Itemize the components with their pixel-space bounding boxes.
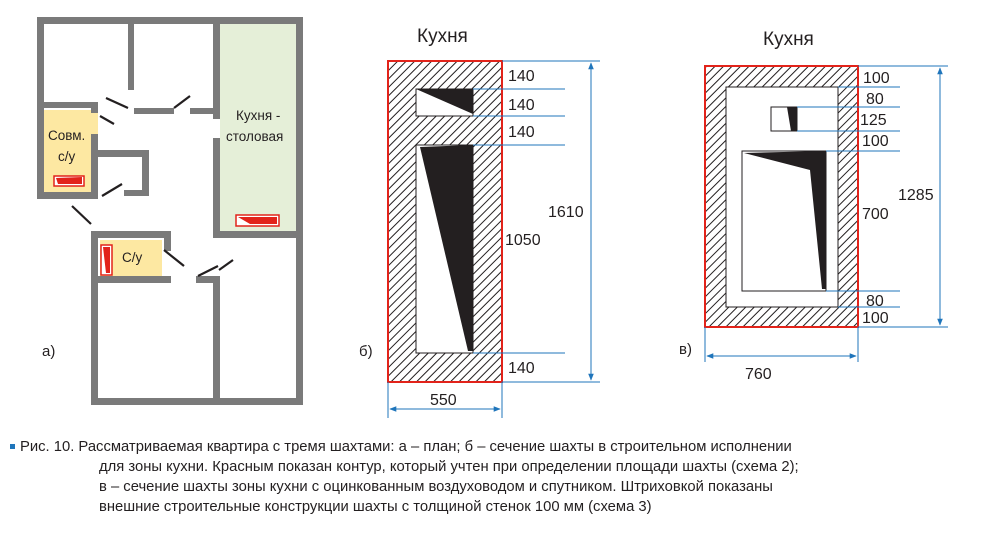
panel-label-a: а)	[42, 343, 56, 360]
caption-line-2: для зоны кухни. Красным показан контур, который учтен при определении площади шахты (схема 2);	[99, 459, 799, 475]
section-v-dim-main-duct: 700	[862, 206, 889, 223]
section-b-dim-main-channel: 1050	[505, 232, 541, 249]
section-b-dim-bottom-wall: 140	[508, 360, 535, 377]
section-b-dim-top-wall: 140	[508, 68, 535, 85]
panel-label-v: в)	[679, 341, 692, 358]
section-b-dim-partition: 140	[508, 124, 535, 141]
kitchen-label: Кухня -	[236, 108, 281, 123]
caption-line-3: в – сечение шахты зоны кухни с оцинкованным воздуховодом и спутником. Штриховкой показаны	[99, 479, 773, 495]
combined-bathroom-label: Совм.	[48, 128, 86, 143]
floor-plan	[37, 17, 303, 405]
section-v-dim-satellite: 125	[860, 112, 887, 129]
section-b-dim-total-height: 1610	[548, 204, 584, 221]
section-v	[679, 29, 948, 383]
section-v-dim-total-height: 1285	[898, 187, 934, 204]
panel-label-b: б)	[359, 343, 373, 360]
section-v-dim-gap-bottom: 80	[866, 293, 884, 310]
figure-caption	[10, 437, 990, 517]
section-v-dim-top-wall: 100	[863, 70, 890, 87]
caption-line-1	[10, 437, 990, 457]
caption-line-4: внешние строительные конструкции шахты с толщиной стенок 100 мм (схема 3)	[99, 499, 652, 515]
shaft-marker-bathroom	[101, 245, 112, 275]
kitchen-label-2: столовая	[226, 129, 284, 144]
shaft-marker-combined-bathroom	[54, 176, 84, 186]
shaft-marker-kitchen	[236, 215, 279, 226]
section-b-title: Кухня	[417, 26, 468, 47]
kitchen-dining-room	[220, 24, 296, 231]
section-v-dim-bottom-wall: 100	[862, 310, 889, 327]
section-b-dim-satellite: 140	[508, 97, 535, 114]
section-v-dim-gap-top: 80	[866, 91, 884, 108]
section-b-dim-width: 550	[430, 392, 457, 409]
section-v-title: Кухня	[763, 29, 814, 50]
caption-bullet-icon	[10, 444, 15, 449]
section-v-dim-width: 760	[745, 366, 772, 383]
combined-bathroom-label-2: с/у	[58, 149, 76, 164]
section-b	[359, 26, 600, 418]
bathroom-label: С/у	[122, 250, 143, 265]
caption-line-1-text: Рис. 10. Рассматриваемая квартира с тремя шахтами: а – план; б – сечение шахты в строительном исполнении	[20, 439, 792, 455]
section-v-dim-gap-mid: 100	[862, 133, 889, 150]
